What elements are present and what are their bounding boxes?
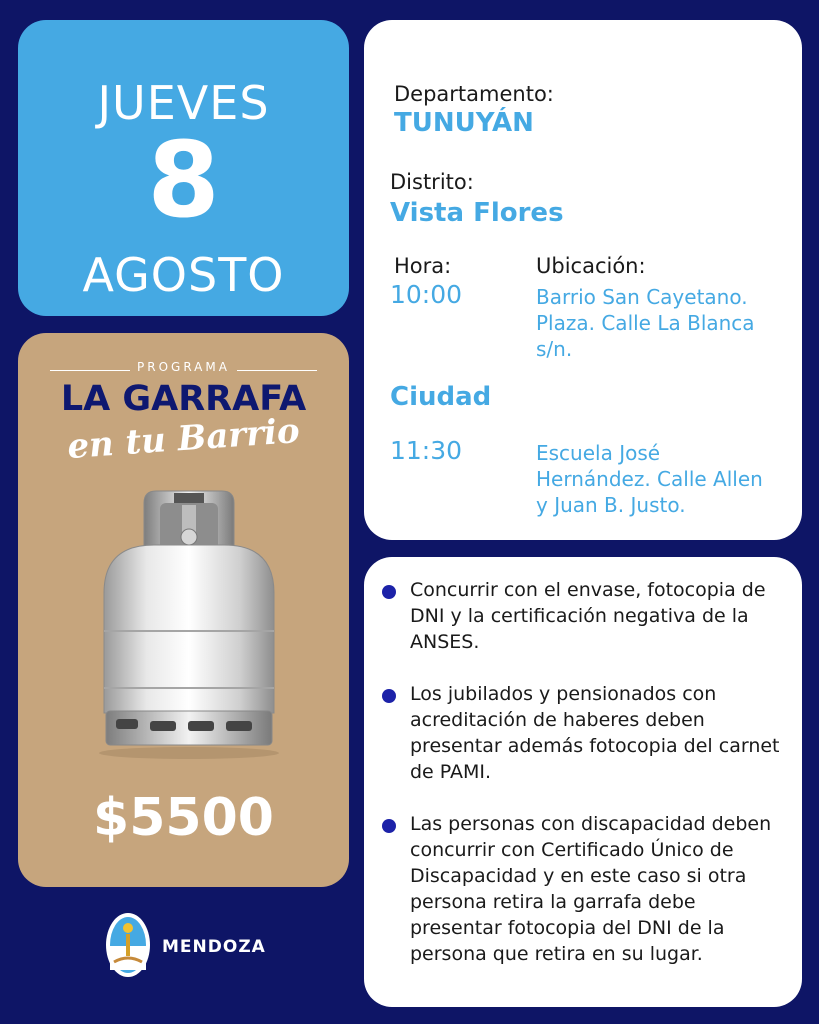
- mendoza-logo: [104, 910, 304, 980]
- province-shield-icon: [104, 910, 152, 980]
- requirement-text: Las personas con discapacidad deben concurrir con Certificado Único de Discapacidad y en este caso si otra persona retira la garrafa debe presentar fotocopia del DNI de la persona que retira en su lugar.: [410, 813, 772, 965]
- requirement-text: Concurrir con el envase, fotocopia de DNI y la certificación negativa de la ANSES.: [410, 579, 766, 653]
- requirement-text: Los jubilados y pensionados con acreditación de haberes deben presentar además fotocopia del carnet de PAMI.: [410, 683, 780, 783]
- requirements-card: [364, 557, 802, 1007]
- district-value: Vista Flores: [390, 198, 564, 228]
- date-day: 8: [147, 119, 220, 241]
- stop-address: Escuela José Hernández. Calle Allen y Juan B. Justo.: [536, 441, 763, 517]
- time-label: Hora:: [394, 254, 452, 278]
- department-label: Departamento:: [394, 82, 554, 106]
- bullet-icon: [382, 819, 396, 833]
- stop-address: Barrio San Cayetano. Plaza. Calle La Blanca s/n.: [536, 285, 755, 361]
- mendoza-label: MENDOZA: [162, 937, 266, 957]
- date-month: AGOSTO: [82, 248, 285, 302]
- program-price: $5500: [93, 788, 274, 848]
- stop-time: 11:30: [390, 436, 463, 465]
- bullet-icon: [382, 585, 396, 599]
- program-script-title: en tu Barrio: [66, 410, 301, 468]
- district-label: Distrito:: [390, 170, 474, 194]
- second-district-value: Ciudad: [390, 382, 492, 412]
- location-card: [364, 20, 802, 540]
- department-value: TUNUYÁN: [394, 108, 534, 138]
- date-card: [18, 20, 349, 316]
- date-weekday: JUEVES: [97, 76, 270, 130]
- place-label: Ubicación:: [536, 254, 646, 278]
- stop-time: 10:00: [390, 280, 463, 309]
- program-card: [18, 333, 349, 887]
- gas-cylinder-icon: [94, 483, 284, 763]
- program-title: LA GARRAFA: [60, 379, 307, 419]
- program-eyebrow: PROGRAMA: [137, 360, 230, 374]
- bullet-icon: [382, 689, 396, 703]
